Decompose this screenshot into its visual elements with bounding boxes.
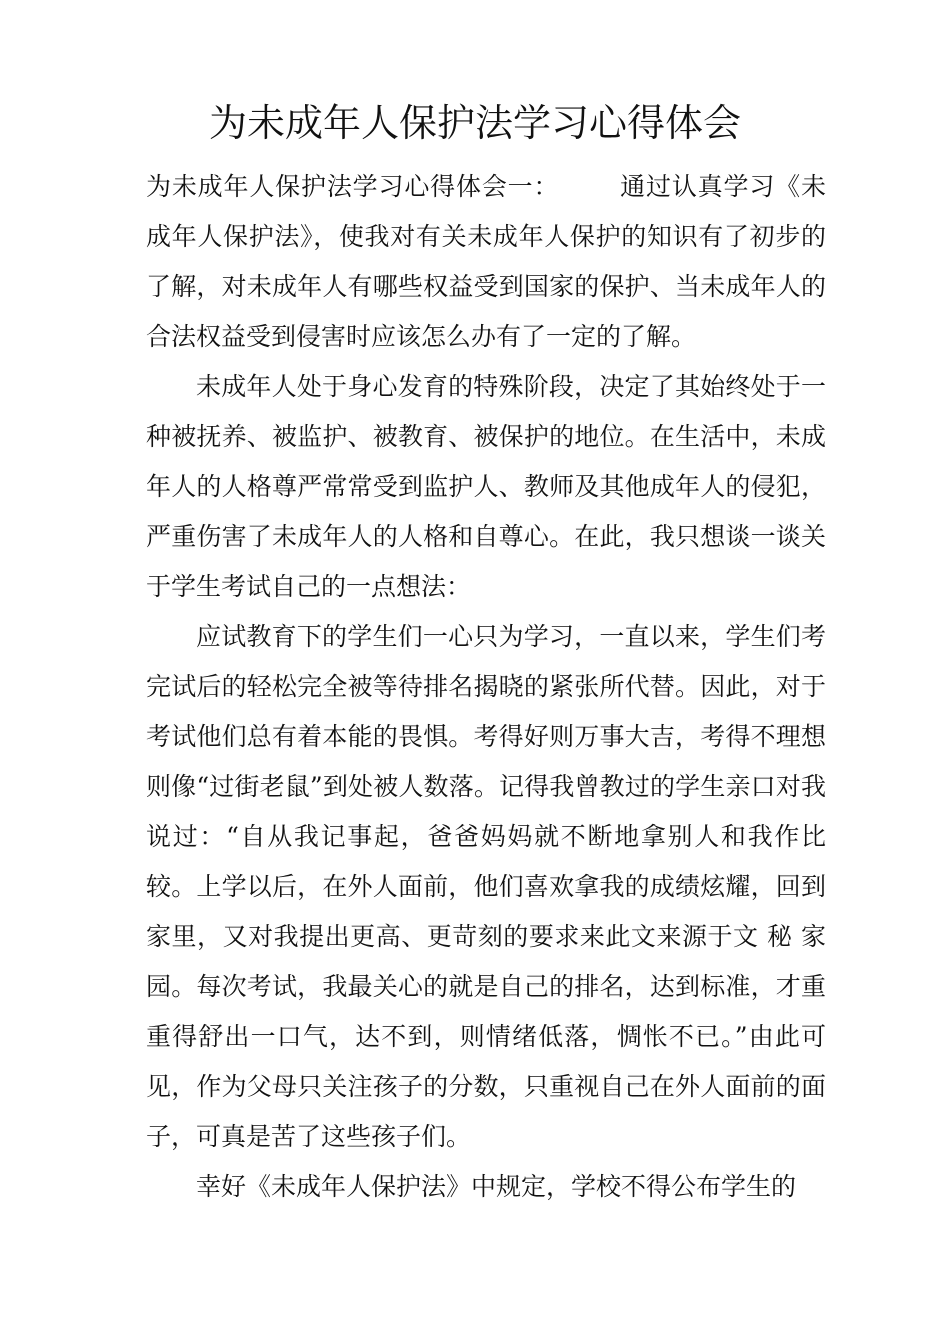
paragraph-1 — [146, 162, 826, 362]
paragraph-3: 应试教育下的学生们一心只为学习，一直以来，学生们考完试后的轻松完全被等待排名揭晓的紧张所代替。因此，对于考试他们总有着本能的畏惧。考得好则万事大吉，考得不理想则像“过街老鼠”到处被人数落。记得我曾教过的学生亲口对我说过：“自从我记事起，爸爸妈妈就不断地拿别人和我作比较。上学以后，在外人面前，他们喜欢拿我的成绩炫耀，回到家里，又对我提出更高、更苛刻的要求来此文来源于文 秘 家园。每次考试，我最关心的就是自己的排名，达到标准，才重重得舒出一口气，达不到，则情绪低落，惆怅不已。”由此可见，作为父母只关注孩子的分数，只重视自己在外人面前的面子，可真是苦了这些孩子们。 — [146, 622, 826, 1151]
document-title: 为未成年人保护法学习心得体会 — [208, 101, 741, 145]
paragraph-4: 幸好《未成年人保护法》中规定，学校不得公布学生的 — [196, 1172, 797, 1201]
paragraph-1-text: 通过认真学习《未成年人保护法》，使我对有关未成年人保护的知识有了初步的了解，对未成年人有哪些权益受到国家的保护、当未成年人的合法权益受到侵害时应该怎么办有了一定的了解。 — [146, 172, 826, 351]
paragraph-1-lead: 为未成年人保护法学习心得体会一： — [146, 172, 560, 201]
document-body — [146, 162, 826, 1212]
paragraph-2: 未成年人处于身心发育的特殊阶段，决定了其始终处于一种被抚养、被监护、被教育、被保护的地位。在生活中，未成年人的人格尊严常常受到监护人、教师及其他成年人的侵犯，严重伤害了未成年人的人格和自尊心。在此，我只想谈一谈关于学生考试自己的一点想法： — [146, 372, 826, 601]
